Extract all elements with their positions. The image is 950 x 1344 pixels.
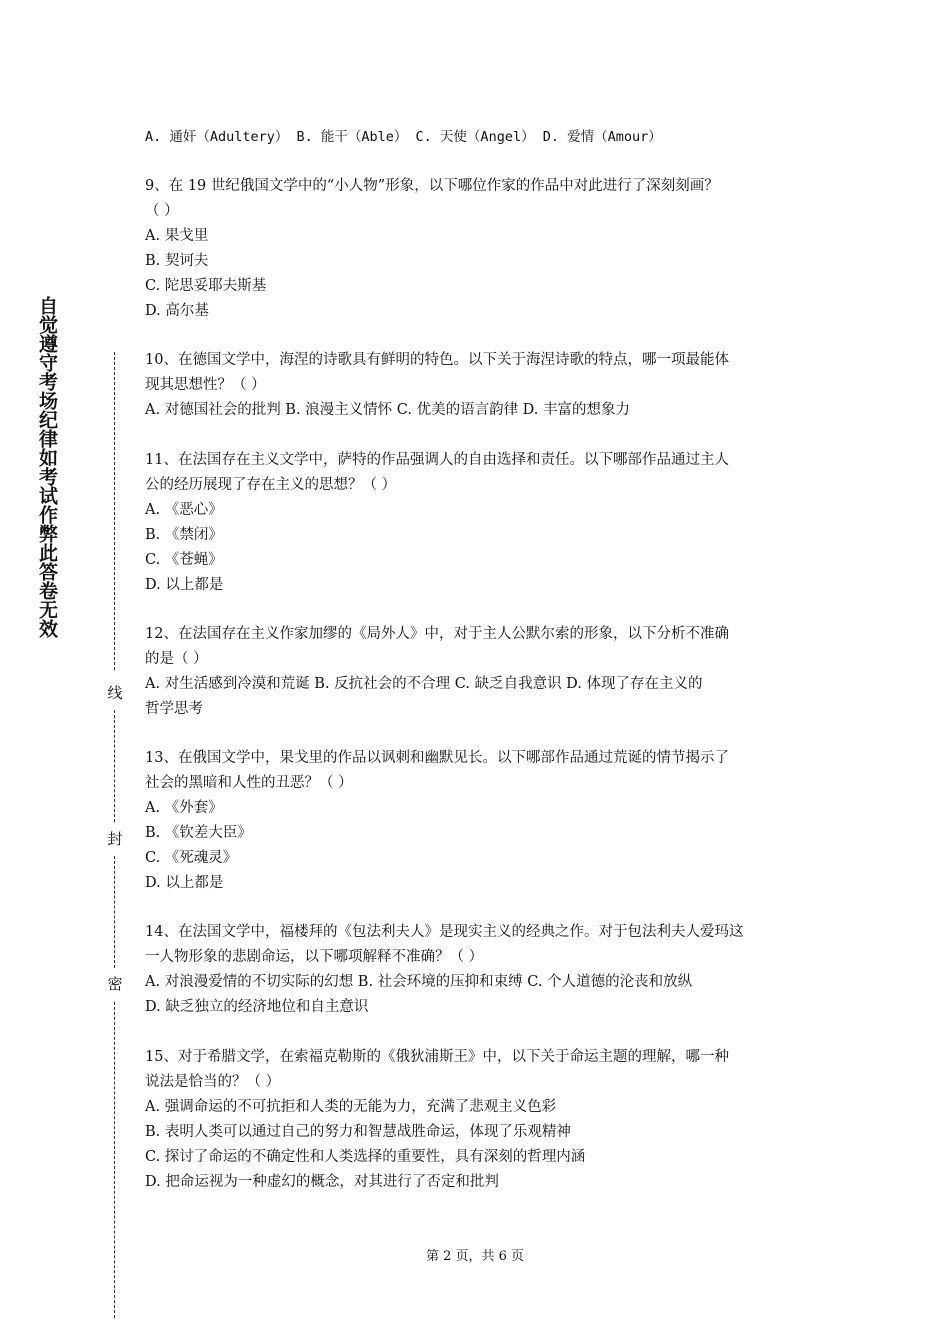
- question-stem: 社会的黑暗和人性的丑恶？（ ）: [145, 775, 353, 791]
- option-a: A. 果戈里: [145, 228, 209, 244]
- option-b: B. 《禁闭》: [145, 527, 223, 543]
- question-stem: 14、在法国文学中，福楼拜的《包法利夫人》是现实主义的经典之作。对于包法利夫人爱玛这: [145, 924, 744, 940]
- option-d: D. 把命运视为一种虚幻的概念，对其进行了否定和批判: [145, 1174, 499, 1190]
- question-8-options: A. 通奸（Adultery） B. 能干（Able） C. 天使（Angel） D. 爱情（Amour）: [145, 129, 662, 145]
- option-b: B. 《钦差大臣》: [145, 825, 252, 841]
- option-a: A. 《恶心》: [145, 502, 223, 518]
- option-c: C. 《苍蝇》: [145, 552, 223, 568]
- exam-discipline-warning: 自觉遵守考场纪律如考试作弊此答卷无效: [36, 296, 58, 638]
- option-a: A. 《外套》: [145, 800, 223, 816]
- question-stem: （ ）: [145, 203, 179, 219]
- option-c: C. 陀思妥耶夫斯基: [145, 278, 267, 294]
- question-stem: 12、在法国存在主义作家加缪的《局外人》中，对于主人公默尔索的形象，以下分析不准确: [145, 626, 729, 642]
- question-stem: 10、在德国文学中，海涅的诗歌具有鲜明的特色。以下关于海涅诗歌的特点，哪一项最能体: [145, 352, 729, 368]
- question-stem: 一人物形象的悲剧命运，以下哪项解释不准确？（ ）: [145, 949, 484, 965]
- seal-seal-label: 封: [107, 830, 123, 848]
- option-a: A. 强调命运的不可抗拒和人类的无能为力，充满了悲观主义色彩: [145, 1099, 557, 1115]
- binding-dashed-line: [114, 352, 115, 670]
- question-stem: 的是（ ）: [145, 651, 208, 667]
- option-c: C. 探讨了命运的不确定性和人类选择的重要性，具有深刻的哲理内涵: [145, 1149, 586, 1165]
- question-stem: 公的经历展现了存在主义的思想？（ ）: [145, 477, 397, 493]
- seal-line-label: 线: [107, 684, 123, 702]
- question-stem: 15、对于希腊文学，在索福克勒斯的《俄狄浦斯王》中，以下关于命运主题的理解，哪一种: [145, 1049, 729, 1065]
- options-row: A. 对生活感到冷漠和荒诞 B. 反抗社会的不合理 C. 缺乏自我意识 D. 体现了存在主义的: [145, 676, 703, 692]
- options-row: A. 对浪漫爱情的不切实际的幻想 B. 社会环境的压抑和束缚 C. 个人道德的沦丧和放纵: [145, 974, 693, 990]
- option-d: D. 以上都是: [145, 875, 224, 891]
- question-stem: 13、在俄国文学中，果戈里的作品以讽刺和幽默见长。以下哪部作品通过荒诞的情节揭示了: [145, 750, 729, 766]
- question-stem: 说法是恰当的？（ ）: [145, 1074, 281, 1090]
- seal-close-label: 密: [107, 975, 123, 993]
- option-d: D. 高尔基: [145, 303, 209, 319]
- question-stem: 11、在法国存在主义文学中，萨特的作品强调人的自由选择和责任。以下哪部作品通过主人: [145, 452, 729, 468]
- option-c: C. 《死魂灵》: [145, 850, 238, 866]
- page-number-footer: 第 2 页，共 6 页: [425, 1249, 525, 1264]
- option-d: D. 以上都是: [145, 577, 224, 593]
- options-row: A. 对德国社会的批判 B. 浪漫主义情怀 C. 优美的语言韵律 D. 丰富的想象力: [145, 402, 631, 418]
- options-row-continued: 哲学思考: [145, 701, 203, 717]
- binding-dashed-line: [114, 856, 115, 968]
- binding-dashed-line: [114, 1002, 115, 1318]
- option-b: B. 契诃夫: [145, 253, 209, 269]
- option-d: D. 缺乏独立的经济地位和自主意识: [145, 999, 369, 1015]
- binding-dashed-line: [114, 710, 115, 822]
- option-b: B. 表明人类可以通过自己的努力和智慧战胜命运，体现了乐观精神: [145, 1124, 571, 1140]
- question-stem: 9、在 19 世纪俄国文学中的“小人物”形象，以下哪位作家的作品中对此进行了深刻刻画？: [145, 178, 719, 194]
- question-stem: 现其思想性？（ ）: [145, 377, 266, 393]
